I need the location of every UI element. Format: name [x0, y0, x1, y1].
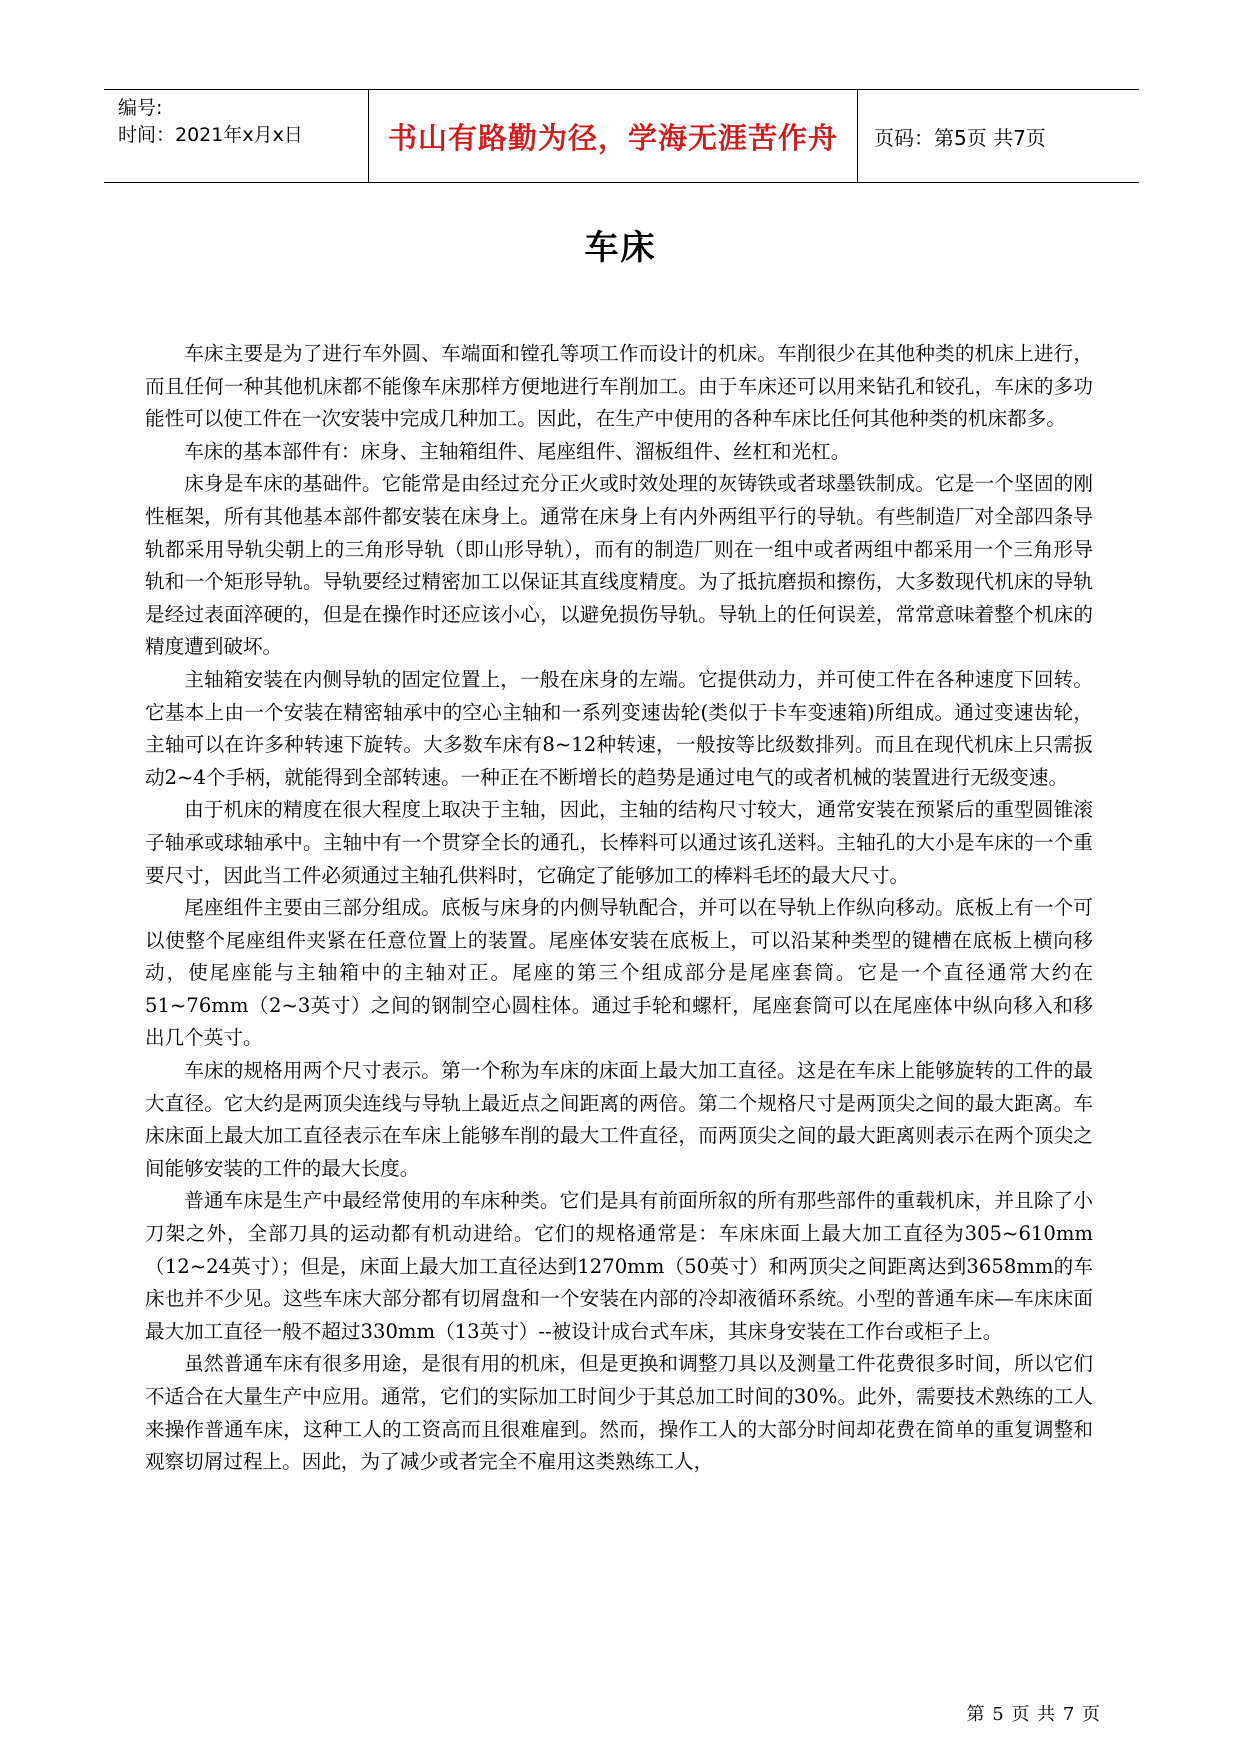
paragraph: 车床主要是为了进行车外圆、车端面和镗孔等项工作而设计的机床。车削很少在其他种类的机床上进行，而且任何一种其他机床都不能像车床那样方便地进行车削加工。由于车床还可以用来钻孔和铰孔，车床的多功能性可以使工件在一次安装中完成几种加工。因此，在生产中使用的各种车床比任何其他种类的机床都多。 — [145, 342, 1093, 431]
page-footer: 第 5 页 共 7 页 — [966, 1704, 1101, 1725]
header-divider-right — [857, 90, 858, 182]
header-divider-left — [368, 90, 369, 182]
paragraph: 主轴箱安装在内侧导轨的固定位置上，一般在床身的左端。它提供动力，并可使工件在各种速度下回转。它基本上由一个安装在精密轴承中的空心主轴和一系列变速齿轮(类似于卡车变速箱)所组成。通过变速齿轮，主轴可以在许多种转速下旋转。大多数车床有8~12种转速，一般按等比级数排列。而且在现代机床上只需扳动2~4个手柄，就能得到全部转速。一种正在不断增长的趋势是通过电气的或者机械的装置进行无级变速。 — [145, 667, 1093, 789]
time-label: 时间：2021年x月x日 — [118, 124, 303, 146]
paragraph: 虽然普通车床有很多用途，是很有用的机床，但是更换和调整刀具以及测量工件花费很多时间，所以它们不适合在大量生产中应用。通常，它们的实际加工时间少于其总加工时间的30%。此外，需要技术熟练的工人来操作普通车床，这种工人的工资高而且很难雇到。然而，操作工人的大部分时间却花费在简单的重复调整和观察切屑过程上。因此，为了减少或者完全不雇用这类熟练工人， — [145, 1352, 1093, 1474]
header-motto: 书山有路勤为径，学海无涯苦作舟 — [387, 121, 838, 155]
paragraph: 由于机床的精度在很大程度上取决于主轴，因此，主轴的结构尺寸较大，通常安装在预紧后的重型圆锥滚子轴承或球轴承中。主轴中有一个贯穿全长的通孔，长棒料可以通过该孔送料。主轴孔的大小是车床的一个重要尺寸，因此当工件必须通过主轴孔供料时，它确定了能够加工的棒料毛坯的最大尺寸。 — [145, 798, 1093, 887]
header-page-code: 页码：第5页 共7页 — [874, 126, 1046, 150]
paragraph: 车床的基本部件有：床身、主轴箱组件、尾座组件、溜板组件、丝杠和光杠。 — [184, 439, 851, 463]
serial-label: 编号: — [118, 97, 163, 119]
document-title: 车床 — [584, 228, 657, 268]
header-info — [118, 95, 358, 149]
page-header — [104, 89, 1139, 183]
paragraph: 尾座组件主要由三部分组成。底板与床身的内侧导轨配合，并可以在导轨上作纵向移动。底板上有一个可以使整个尾座组件夹紧在任意位置上的装置。尾座体安装在底板上，可以沿某种类型的键槽在底板上横向移动，使尾座能与主轴箱中的主轴对正。尾座的第三个组成部分是尾座套筒。它是一个直径通常大约在51~76mm（2~3英寸）之间的钢制空心圆柱体。通过手轮和螺杆，尾座套筒可以在尾座体中纵向移入和移出几个英寸。 — [145, 896, 1093, 1050]
paragraph: 车床的规格用两个尺寸表示。第一个称为车床的床面上最大加工直径。这是在车床上能够旋转的工件的最大直径。它大约是两顶尖连线与导轨上最近点之间距离的两倍。第二个规格尺寸是两顶尖之间的最大距离。车床床面上最大加工直径表示在车床上能够车削的最大工件直径，而两顶尖之间的最大距离则表示在两个顶尖之间能够安装的工件的最大长度。 — [145, 1059, 1093, 1180]
document-body — [145, 338, 1093, 1479]
paragraph: 床身是车床的基础件。它能常是由经过充分正火或时效处理的灰铸铁或者球墨铁制成。它是一个坚固的刚性框架，所有其他基本部件都安装在床身上。通常在床身上有内外两组平行的导轨。有些制造厂对全部四条导轨都采用导轨尖朝上的三角形导轨（即山形导轨），而有的制造厂则在一组中或者两组中都采用一个三角形导轨和一个矩形导轨。导轨要经过精密加工以保证其直线度精度。为了抵抗磨损和擦伤，大多数现代机床的导轨是经过表面淬硬的，但是在操作时还应该小心，以避免损伤导轨。导轨上的任何误差，常常意味着整个机床的精度遭到破坏。 — [145, 472, 1093, 659]
paragraph: 普通车床是生产中最经常使用的车床种类。它们是具有前面所叙的所有那些部件的重载机床，并且除了小刀架之外，全部刀具的运动都有机动进给。它们的规格通常是：车床床面上最大加工直径为305~610mm（12~24英寸）；但是，床面上最大加工直径达到1270mm（50英寸）和两顶尖之间距离达到3658mm的车床也并不少见。这些车床大部分都有切屑盘和一个安装在内部的冷却液循环系统。小型的普通车床—车床床面最大加工直径一般不超过330mm（13英寸）--被设计成台式车床，其床身安装在工作台或柜子上。 — [145, 1189, 1093, 1343]
